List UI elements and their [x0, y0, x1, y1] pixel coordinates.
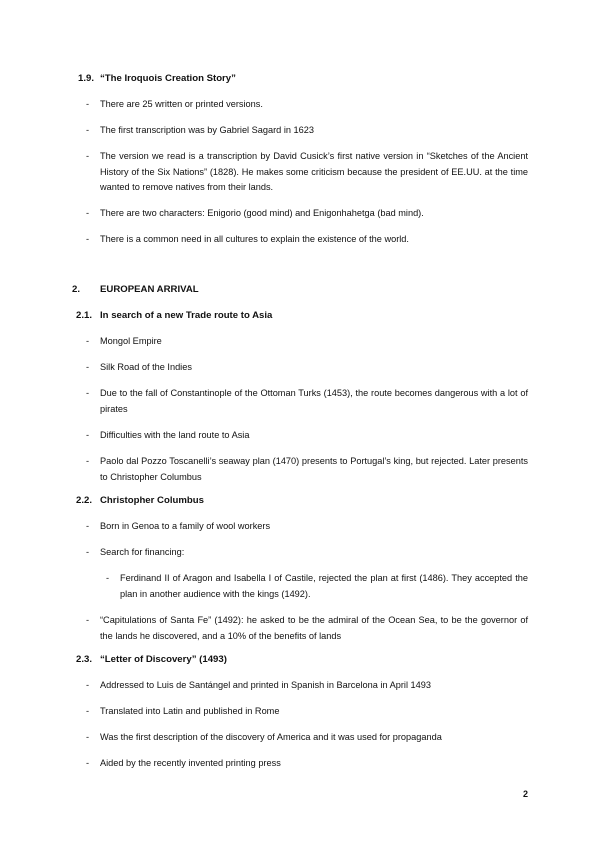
bullet-text: Difficulties with the land route to Asia — [100, 430, 250, 440]
bullet-dash: - — [106, 573, 110, 583]
sub-bullet-item — [106, 571, 528, 602]
bullet-dash: - — [86, 430, 90, 440]
bullet-text: Mongol Empire — [100, 336, 162, 346]
bullet-item — [86, 360, 528, 376]
bullet-dash: - — [86, 706, 90, 716]
bullet-dash: - — [86, 99, 90, 109]
bullet-item — [86, 756, 528, 772]
bullet-item — [86, 206, 528, 222]
bullet-item — [86, 454, 528, 485]
bullet-item — [86, 730, 528, 746]
section-title: “The Iroquois Creation Story” — [100, 73, 236, 84]
bullet-dash: - — [86, 151, 90, 161]
bullet-dash: - — [86, 547, 90, 557]
bullet-dash: - — [86, 362, 90, 372]
page-number: 2 — [522, 789, 528, 799]
section-number: 2.1. — [76, 310, 93, 321]
bullet-item — [86, 386, 528, 417]
bullet-text: Silk Road of the Indies — [100, 362, 192, 372]
bullet-text: Ferdinand II of Aragon and Isabella I of Castile, rejected the plan at first (1486). They accepted the plan in another audience with the kings (1492). — [120, 573, 528, 599]
section-number: 2.3. — [76, 654, 93, 665]
bullet-text: Aided by the recently invented printing press — [100, 758, 281, 768]
bullet-text: There is a common need in all cultures to explain the existence of the world. — [100, 234, 409, 244]
bullet-text: Translated into Latin and published in Rome — [100, 706, 280, 716]
bullet-text: There are 25 written or printed versions. — [100, 99, 263, 109]
bullet-dash: - — [86, 456, 90, 466]
bullet-text: Born in Genoa to a family of wool workers — [100, 521, 271, 531]
bullet-text: Addressed to Luis de Santángel and printed in Spanish in Barcelona in April 1493 — [100, 680, 431, 690]
bullet-dash: - — [86, 758, 90, 768]
bullet-item — [86, 678, 528, 694]
bullet-text: Due to the fall of Constantinople of the Ottoman Turks (1453), the route becomes dangerous with a lot of pirates — [100, 388, 528, 414]
bullet-dash: - — [86, 521, 90, 531]
section-title: In search of a new Trade route to Asia — [100, 310, 273, 321]
bullet-dash: - — [86, 208, 90, 218]
bullet-text: There are two characters: Enigorio (good mind) and Enigonhahetga (bad mind). — [100, 208, 424, 218]
bullet-text: Was the first description of the discovery of America and it was used for propaganda — [100, 732, 442, 742]
bullet-dash: - — [86, 388, 90, 398]
section-title: “Letter of Discovery” (1493) — [100, 654, 227, 665]
bullet-item — [86, 232, 528, 248]
bullet-item — [86, 704, 528, 720]
bullet-item — [86, 97, 528, 113]
section-number: 2.2. — [76, 495, 93, 506]
bullet-text: The version we read is a transcription by David Cusick’s first native version in “Sketches of the Ancient History of the Six Nations” (1828). He makes some criticism because the president of EE.UU. at the time wanted to remove natives from their lands. — [100, 151, 528, 192]
bullet-text: “Capitulations of Santa Fe” (1492): he asked to be the admiral of the Ocean Sea, to be the governor of the lands he discovered, and a 10% of the benefits of lands — [100, 615, 528, 641]
bullet-text: The first transcription was by Gabriel Sagard in 1623 — [100, 125, 314, 135]
bullet-item — [86, 123, 528, 139]
bullet-dash: - — [86, 336, 90, 346]
bullet-item — [86, 519, 528, 535]
bullet-text: Paolo dal Pozzo Toscanelli’s seaway plan (1470) presents to Portugal’s king, but rejected. Later presents to Christopher Columbus — [100, 456, 528, 482]
section-number: 2. — [72, 284, 81, 295]
bullet-dash: - — [86, 234, 90, 244]
bullet-item — [86, 149, 528, 196]
bullet-dash: - — [86, 680, 90, 690]
bullet-item — [86, 428, 528, 444]
bullet-dash: - — [86, 125, 90, 135]
section-number: 1.9. — [78, 73, 95, 84]
bullet-item — [86, 613, 528, 644]
bullet-dash: - — [86, 732, 90, 742]
section-title: EUROPEAN ARRIVAL — [100, 284, 199, 295]
bullet-dash: - — [86, 615, 90, 625]
section-title: Christopher Columbus — [100, 495, 204, 506]
bullet-text: Search for financing: — [100, 547, 185, 557]
bullet-item — [86, 334, 528, 350]
bullet-item — [86, 545, 528, 561]
